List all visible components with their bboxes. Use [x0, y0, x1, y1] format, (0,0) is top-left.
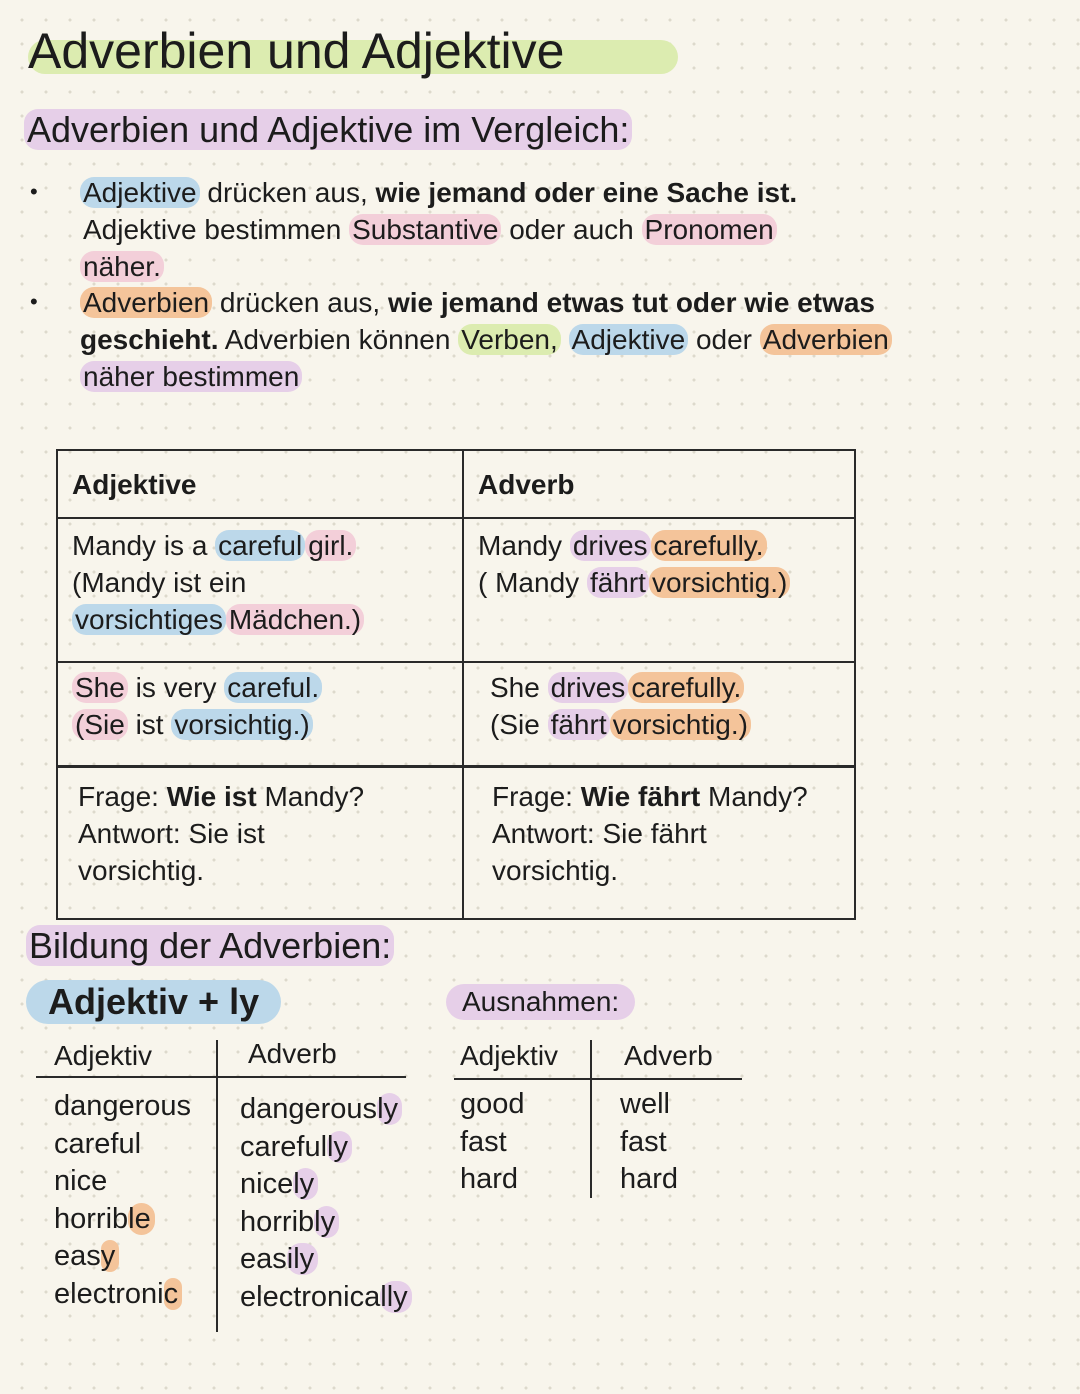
- list-item: hard: [620, 1163, 679, 1195]
- list-item: [240, 1129, 412, 1167]
- word-stem: eas: [240, 1243, 287, 1275]
- list-item: [54, 1163, 191, 1201]
- list-item: [54, 1088, 191, 1126]
- word-ending: ly: [293, 1168, 318, 1200]
- word-stem: nice: [54, 1165, 108, 1197]
- word-ending: ily: [287, 1243, 318, 1275]
- table-cell: Mandy drives carefully. ( Mandy fährt vorsichtig.): [463, 518, 855, 662]
- exceptions-adverb-list: [620, 1086, 678, 1199]
- list-item: well: [620, 1088, 670, 1120]
- list-item: [54, 1276, 191, 1314]
- table-cell: Frage: Wie fährt Mandy? Antwort: Sie fährt vorsichtig.: [463, 767, 855, 920]
- comparison-table: [56, 449, 856, 920]
- word-stem: horrib: [240, 1205, 315, 1238]
- word-stem: electroni: [54, 1277, 164, 1310]
- table-row: [57, 518, 855, 662]
- table-cell: Frage: Wie ist Mandy? Antwort: Sie ist vorsichtig.: [57, 767, 463, 920]
- bullet-adjektive: Adjektive drücken aus, wie jemand oder eine Sache ist. Adjektive bestimmen Substantive oder auch Pronomen näher.: [80, 174, 1000, 285]
- word-stem: dangerous: [54, 1090, 192, 1122]
- list-item: fast: [620, 1125, 667, 1158]
- word-ending: ly: [377, 1093, 402, 1125]
- exceptions-col-adverb: Adverb: [624, 1040, 713, 1071]
- bullet-dot: •: [30, 289, 38, 314]
- word-stem: nice: [240, 1168, 294, 1200]
- list-item: [54, 1201, 191, 1239]
- word-stem: electronica: [240, 1280, 381, 1313]
- table-header-adverb: Adverb: [463, 450, 855, 518]
- table-cell: She drives carefully. (Sie fährt vorsichtig.): [463, 662, 855, 767]
- exceptions-col-adjektiv: Adjektiv: [460, 1040, 559, 1071]
- list-item: [240, 1204, 412, 1242]
- list-item: hard: [460, 1163, 519, 1195]
- bullet-dot: •: [30, 179, 38, 204]
- list-item: [240, 1166, 412, 1204]
- formation-col-adverb: Adverb: [248, 1038, 337, 1069]
- word-stem: dangerous: [240, 1093, 378, 1125]
- word-ending: ly: [327, 1131, 352, 1163]
- list-item: [240, 1091, 412, 1129]
- divider: [454, 1078, 742, 1080]
- word-ending: lly: [380, 1281, 411, 1313]
- table-row: [57, 662, 855, 767]
- word-stem: horrib: [54, 1202, 129, 1235]
- list-item: [54, 1126, 191, 1164]
- list-item: [54, 1238, 191, 1276]
- table-row: [57, 767, 855, 920]
- page-title: Adverbien und Adjektive: [28, 22, 564, 80]
- list-item: [240, 1279, 412, 1317]
- adverb-list: [240, 1091, 412, 1316]
- divider: [590, 1040, 592, 1198]
- word-ending: c: [164, 1278, 183, 1310]
- table-cell: Mandy is a careful girl. (Mandy ist ein vorsichtiges Mädchen.): [57, 518, 463, 662]
- exceptions-label: Ausnahmen:: [446, 984, 635, 1020]
- word-stem: careful: [240, 1130, 328, 1163]
- bullet-adverbien: Adverbien drücken aus, wie jemand etwas tut oder wie etwas geschieht. Adverbien können Verben, Adjektive oder Adverbien näher bestimmen: [80, 284, 1000, 395]
- exceptions-adjective-list: [460, 1086, 525, 1199]
- word-ending: ly: [314, 1206, 339, 1238]
- table-header-adjektive: Adjektive: [57, 450, 463, 518]
- list-item: good: [460, 1088, 525, 1120]
- list-item: fast: [460, 1125, 507, 1158]
- formation-rule: Adjektiv + ly: [26, 980, 281, 1024]
- word-stem: eas: [54, 1240, 101, 1272]
- divider: [36, 1076, 406, 1078]
- divider: [216, 1040, 218, 1332]
- table-cell: She is very careful. (Sie ist vorsichtig.): [57, 662, 463, 767]
- section-heading-comparison: Adverbien und Adjektive im Vergleich:: [24, 108, 632, 152]
- word-ending: le: [128, 1203, 155, 1235]
- section-heading-formation: Bildung der Adverbien:: [26, 924, 394, 968]
- table-header-row: [57, 450, 855, 518]
- list-item: [240, 1241, 412, 1279]
- word-stem: careful: [54, 1127, 142, 1160]
- formation-col-adjektiv: Adjektiv: [54, 1040, 153, 1071]
- adjective-list: [54, 1088, 191, 1313]
- word-ending: y: [101, 1240, 120, 1272]
